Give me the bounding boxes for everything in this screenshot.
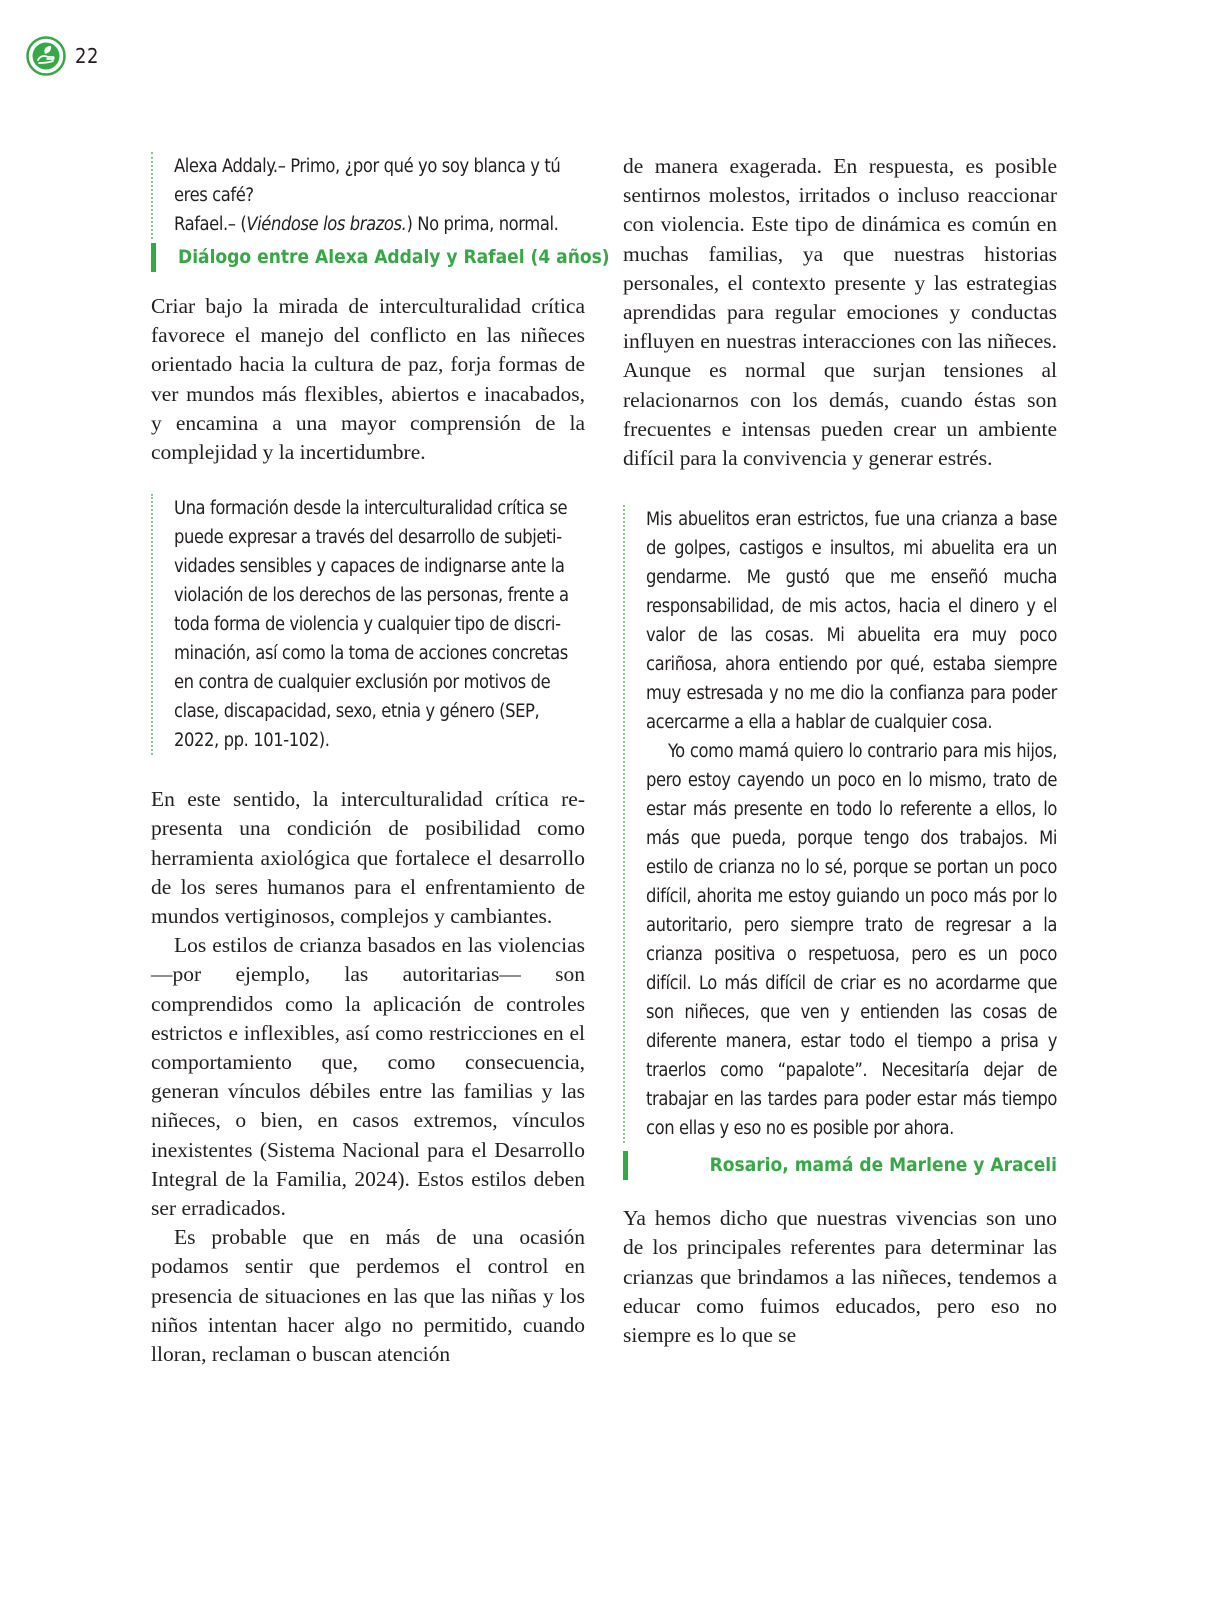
paragraph-estilos-crianza: Los estilos de crianza basados en las violencias —por ejemplo, las autoritarias— son comprendidos como la aplicación de controles estrictos e inflexibles, así como restricciones en el comportamiento que, como consecuencia, generan vínculos débiles entre las familias y las niñeces, o bien, en casos extremos, vínculos inexistentes (Sistema Nacional para el Desarrollo Integral de la Familia, 2024). Estos estilos deben ser erradicados. bbox=[151, 933, 585, 1221]
testimony-caption: Rosario, mamá de Marlene y Araceli bbox=[623, 1151, 1057, 1180]
paragraph-vivencias: Ya hemos dicho que nuestras vivencias son uno de los principales referentes para determinar las crianzas que brindamos a las niñeces, tendemos a educar como fuimos educados, pero eso no siempre es lo que se bbox=[623, 1206, 1057, 1348]
sep-quote-block bbox=[151, 494, 585, 755]
testimony-paragraph-2: Yo como mamá quiero lo contrario para mis hijos, pero estoy cayendo un poco en lo mismo, trato de estar más presente en todo lo referente a ellos, lo más que pueda, porque tengo dos trabajos. Mi estilo de crianza no lo sé, porque se portan un poco difícil, ahorita me estoy guiando un poco más por lo autoritario, pero siempre trato de regresar a la crianza positiva o respetuosa, pero es un poco difícil. Lo más difícil de criar es no acordarme que son niñeces, que ven y entienden las cosas de diferente manera, estar todo el tiempo a prisa y traerlos como “papalote”. Necesitaría dejar de trabajar en las tardes para poder estar más tiempo con ellas y eso no es posible por ahora. bbox=[646, 741, 1057, 1140]
dialogue-line-alexa: Alexa Addaly.– Primo, ¿por qué yo soy blanca y tú eres café? bbox=[174, 156, 561, 206]
right-column bbox=[623, 152, 1057, 1350]
paragraph-condicion-posibilidad: En este sentido, la interculturalidad crítica representa una condición de posibilidad como herramienta axiológica que fortalece el desarrollo de los seres humanos para el enfrentamiento de mundos vertiginosos, complejos y cambiantes. bbox=[151, 787, 585, 929]
dialogue-block bbox=[151, 152, 585, 239]
paragraph-manera-exagerada: de manera exagerada. En respuesta, es posible sentirnos molestos, irritados o incluso reaccionar con violencia. Este tipo de dinámica es común en muchas familias, ya que nuestras historias personales, el contexto presente y las estrategias aprendidas para regular emociones y conductas influyen en nuestras interacciones con las niñeces. Aunque es normal que surjan tensiones al relacionarnos con los demás, cuando éstas son frecuentes e intensas pueden crear un ambiente difícil para la convivencia y generar estrés. bbox=[623, 154, 1057, 471]
testimony-block bbox=[623, 505, 1057, 1143]
paragraph-intercultural-critica: Criar bajo la mirada de interculturalidad crítica favorece el manejo del conflicto en las niñeces orientado hacia la cultura de paz, forja formas de ver mundos más flexibles, abiertos e inacabados, y encamina a una mayor comprensión de la complejidad y la incertidumbre. bbox=[151, 294, 585, 465]
hand-leaf-logo-icon bbox=[26, 36, 66, 76]
dialogue-caption: Diálogo entre Alexa Addaly y Rafael (4 años) bbox=[151, 243, 585, 272]
dialogue-line-rafael: Rafael.– (Viéndose los brazos.) No prima, normal. bbox=[174, 214, 559, 235]
sep-quote-text: Una formación desde la interculturalidad crítica se puede expresar a través del desarrollo de subjetividades sensibles y capaces de indignarse ante la violación de los derechos de las personas, frente a toda forma de violencia y cualquier tipo de discriminación, así como la toma de acciones concretas en contra de cualquier exclusión por motivos de clase, discapacidad, sexo, etnia y género (SEP, 2022, pp. 101-102). bbox=[174, 498, 569, 752]
paragraph-perder-control: Es probable que en más de una ocasión podamos sentir que perdemos el control en presencia de situaciones en las que las niñas y los niños intentan hacer algo no permitido, cuando lloran, reclaman o buscan atención bbox=[151, 1225, 585, 1367]
page-header bbox=[26, 36, 99, 76]
page-number: 22 bbox=[75, 44, 99, 68]
testimony-paragraph-1: Mis abuelitos eran estrictos, fue una crianza a base de golpes, castigos e insultos, mi abuelita era un gendarme. Me gustó que me enseñó mucha responsabilidad, de mis actos, hacia el dinero y el valor de las cosas. Mi abuelita era muy poco cariñosa, ahora entiendo por qué, estaba siempre muy estresada y no me dio la confianza para poder acercarme a ella a hablar de cualquier cosa. bbox=[646, 509, 1057, 734]
left-column bbox=[151, 152, 610, 1369]
